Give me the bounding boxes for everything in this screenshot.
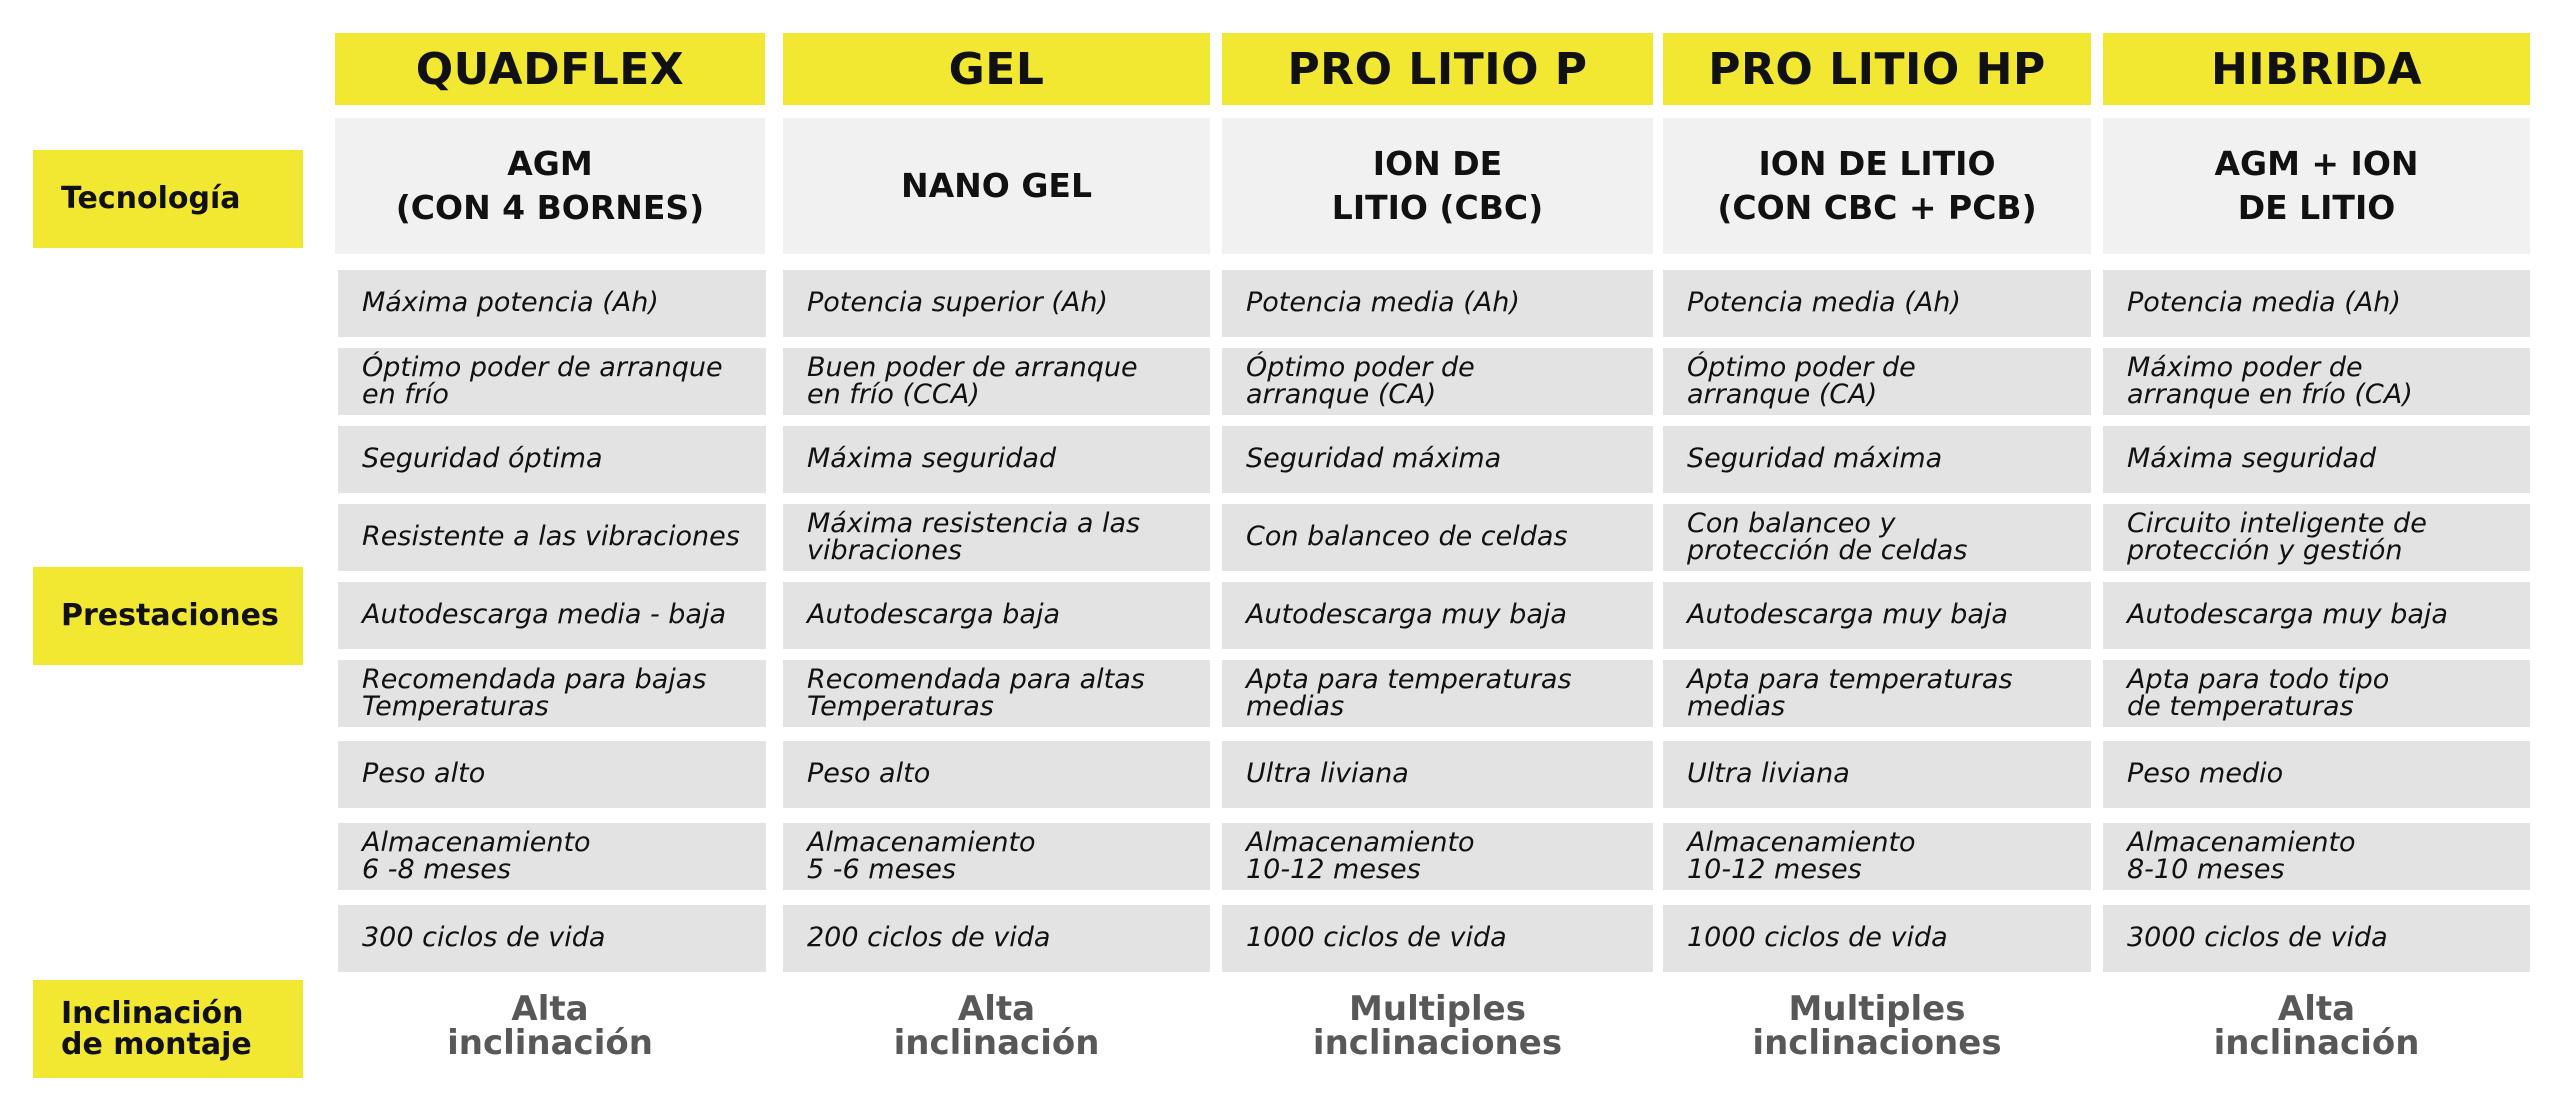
feature-cell-pro-litio-hp-5: Autodescarga muy baja [1663,582,2091,649]
feature-cell-pro-litio-p-2: Óptimo poder de arranque (CA) [1222,348,1653,415]
column-header-pro-litio-p: PRO LITIO P [1222,33,1653,105]
feature-cell-gel-9: 200 ciclos de vida [783,905,1210,972]
feature-cell-gel-3: Máxima seguridad [783,426,1210,493]
feature-cell-gel-1: Potencia superior (Ah) [783,270,1210,337]
feature-cell-quadflex-5: Autodescarga media - baja [338,582,766,649]
feature-cell-gel-7: Peso alto [783,741,1210,808]
feature-cell-pro-litio-hp-6: Apta para temperaturas medias [1663,660,2091,727]
feature-cell-hibrida-7: Peso medio [2103,741,2530,808]
feature-cell-hibrida-8: Almacenamiento 8-10 meses [2103,823,2530,890]
feature-cell-pro-litio-p-7: Ultra liviana [1222,741,1653,808]
feature-cell-pro-litio-hp-8: Almacenamiento 10-12 meses [1663,823,2091,890]
column-header-quadflex: QUADFLEX [335,33,765,105]
feature-cell-quadflex-9: 300 ciclos de vida [338,905,766,972]
feature-cell-pro-litio-p-3: Seguridad máxima [1222,426,1653,493]
technology-cell-pro-litio-hp: ION DE LITIO (CON CBC + PCB) [1663,118,2091,254]
column-header-hibrida: HIBRIDA [2103,33,2530,105]
column-header-gel: GEL [783,33,1210,105]
feature-cell-hibrida-4: Circuito inteligente de protección y gestión [2103,504,2530,571]
inclination-cell-gel: Alta inclinación [893,989,1100,1063]
feature-cell-pro-litio-hp-7: Ultra liviana [1663,741,2091,808]
feature-cell-quadflex-7: Peso alto [338,741,766,808]
feature-cell-quadflex-2: Óptimo poder de arranque en frío [338,348,766,415]
technology-cell-pro-litio-p: ION DE LITIO (CBC) [1222,118,1653,254]
feature-cell-pro-litio-hp-2: Óptimo poder de arranque (CA) [1663,348,2091,415]
feature-cell-pro-litio-hp-1: Potencia media (Ah) [1663,270,2091,337]
feature-cell-gel-6: Recomendada para altas Temperaturas [783,660,1210,727]
feature-cell-quadflex-6: Recomendada para bajas Temperaturas [338,660,766,727]
feature-cell-gel-5: Autodescarga baja [783,582,1210,649]
row-label-inclinacion: Inclinación de montaje [33,980,303,1078]
feature-cell-hibrida-2: Máximo poder de arranque en frío (CA) [2103,348,2530,415]
technology-cell-quadflex: AGM (CON 4 BORNES) [335,118,765,254]
technology-cell-gel: NANO GEL [783,118,1210,254]
feature-cell-pro-litio-hp-4: Con balanceo y protección de celdas [1663,504,2091,571]
inclination-cell-quadflex: Alta inclinación [447,989,653,1063]
feature-cell-pro-litio-hp-9: 1000 ciclos de vida [1663,905,2091,972]
feature-cell-hibrida-3: Máxima seguridad [2103,426,2530,493]
feature-cell-pro-litio-p-9: 1000 ciclos de vida [1222,905,1653,972]
column-header-pro-litio-hp: PRO LITIO HP [1663,33,2091,105]
feature-cell-quadflex-4: Resistente a las vibraciones [338,504,766,571]
feature-cell-hibrida-5: Autodescarga muy baja [2103,582,2530,649]
feature-cell-hibrida-6: Apta para todo tipo de temperaturas [2103,660,2530,727]
inclination-cell-hibrida: Alta inclinación [2213,989,2420,1063]
feature-cell-pro-litio-p-4: Con balanceo de celdas [1222,504,1653,571]
technology-cell-hibrida: AGM + ION DE LITIO [2103,118,2530,254]
feature-cell-quadflex-1: Máxima potencia (Ah) [338,270,766,337]
feature-cell-pro-litio-p-1: Potencia media (Ah) [1222,270,1653,337]
row-label-tecnologia: Tecnología [33,150,303,248]
inclination-cell-pro-litio-hp: Multiples inclinaciones [1752,989,2002,1063]
feature-cell-quadflex-3: Seguridad óptima [338,426,766,493]
row-label-prestaciones: Prestaciones [33,567,303,665]
inclination-cell-pro-litio-p: Multiples inclinaciones [1312,989,1563,1063]
feature-cell-hibrida-1: Potencia media (Ah) [2103,270,2530,337]
feature-cell-pro-litio-hp-3: Seguridad máxima [1663,426,2091,493]
feature-cell-pro-litio-p-8: Almacenamiento 10-12 meses [1222,823,1653,890]
feature-cell-pro-litio-p-5: Autodescarga muy baja [1222,582,1653,649]
feature-cell-gel-4: Máxima resistencia a las vibraciones [783,504,1210,571]
feature-cell-pro-litio-p-6: Apta para temperaturas medias [1222,660,1653,727]
feature-cell-quadflex-8: Almacenamiento 6 -8 meses [338,823,766,890]
feature-cell-gel-8: Almacenamiento 5 -6 meses [783,823,1210,890]
feature-cell-gel-2: Buen poder de arranque en frío (CCA) [783,348,1210,415]
feature-cell-hibrida-9: 3000 ciclos de vida [2103,905,2530,972]
